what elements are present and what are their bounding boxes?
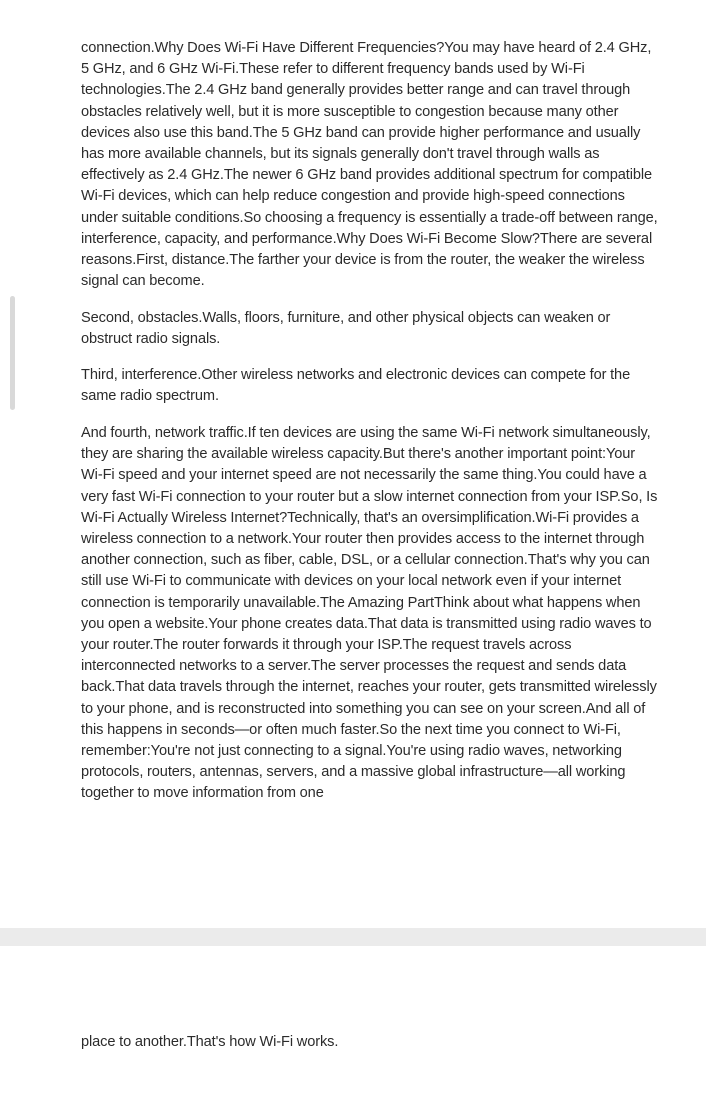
paragraph-text: Third, interference.Other wireless networks and electronic devices can compete for the same radio spectrum. (81, 367, 631, 405)
document-page (0, 946, 706, 1100)
body-paragraph (81, 423, 659, 805)
body-paragraph (81, 38, 659, 292)
scrollbar-thumb[interactable] (10, 296, 15, 410)
body-paragraph (81, 1032, 659, 1053)
paragraph-text: connection.Why Does Wi-Fi Have Different Frequencies?You may have heard of 2.4 GHz, 5 GHz, and 6 GHz Wi-Fi.These refer to different frequency bands used by Wi-Fi technologies.The 2.4 GHz band generally provides better range and can travel through obstacles relatively well, but it is more susceptible to congestion because many other devices also use this band.The 5 GHz band can provide higher performance and usually has more available channels, but its signals generally don't travel through walls as effectively as 2.4 GHz.The newer 6 GHz band provides additional spectrum for compatible Wi-Fi devices, which can help reduce congestion and provide high-speed connections under suitable conditions.So choosing a frequency is essentially a trade-off between range, interference, capacity, and performance.Why Does Wi-Fi Become Slow?There are several reasons.First, distance.The farther your device is from the router, the weaker the wireless signal can become. (81, 40, 658, 290)
page-separator (0, 928, 706, 946)
paragraph-text: And fourth, network traffic.If ten devices are using the same Wi-Fi network simultaneously, they are sharing the available wireless capacity.But there's another important point:Your Wi-Fi speed and your internet speed are not necessarily the same thing.You could have a very fast Wi-Fi connection to your router but a slow internet connection from your ISP.So, Is Wi-Fi Actually Wireless Internet?Technically, that's an oversimplification.Wi-Fi provides a wireless connection to a network.Your router then provides access to the internet through another connection, such as fiber, cable, DSL, or a cellular connection.That's why you can still use Wi-Fi to communicate with devices on your local network even if your internet connection is temporarily unavailable.The Amazing PartThink about what happens when you open a website.Your phone creates data.That data is transmitted using radio waves to your router.The router forwards it through your ISP.The request travels across interconnected networks to a server.The server processes the request and sends data back.That data travels through the internet, reaches your router, gets transmitted wirelessly to your phone, and is reconstructed into something you can see on your screen.And all of this happens in seconds—or often much faster.So the next time you connect to Wi-Fi, remember:You're not just connecting to a signal.You're using radio waves, networking protocols, routers, antennas, servers, and a massive global infrastructure—all working together to move information from one (81, 425, 658, 802)
paragraph-text: Second, obstacles.Walls, floors, furniture, and other physical objects can weaken or obstruct radio signals. (81, 310, 611, 348)
body-paragraph (81, 308, 659, 350)
paragraph-text: place to another.That's how Wi-Fi works. (81, 1034, 339, 1050)
body-paragraph (81, 365, 659, 407)
